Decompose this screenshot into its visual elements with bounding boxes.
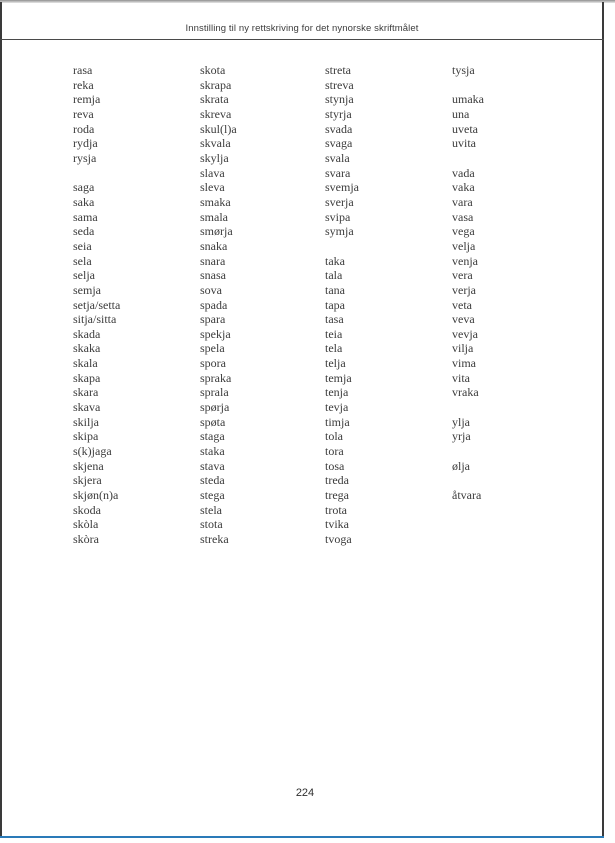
word-cell: skòla bbox=[73, 517, 99, 532]
word-cell: tapa bbox=[325, 297, 345, 312]
word-cell: skul(l)a bbox=[200, 121, 237, 136]
word-cell: skala bbox=[73, 356, 98, 371]
word-cell: skapa bbox=[73, 370, 101, 385]
word-cell bbox=[73, 166, 200, 181]
word-cell: steda bbox=[200, 473, 225, 488]
word-cell: tevja bbox=[325, 400, 349, 415]
word-cell: rysja bbox=[73, 150, 97, 165]
word-cell: svipa bbox=[325, 209, 351, 224]
word-cell: trota bbox=[325, 502, 347, 517]
word-cell: skjena bbox=[73, 458, 104, 473]
word-cell: veva bbox=[452, 312, 475, 327]
word-cell: s(k)jaga bbox=[73, 444, 112, 459]
word-cell: sela bbox=[73, 253, 92, 268]
word-cell: velja bbox=[452, 238, 476, 253]
word-cell: vega bbox=[452, 224, 475, 239]
page-number: 224 bbox=[295, 787, 315, 799]
word-cell: skava bbox=[73, 400, 101, 415]
window-top-edge bbox=[0, 0, 615, 3]
word-cell: teia bbox=[325, 326, 343, 341]
word-cell: setja/setta bbox=[73, 297, 121, 312]
word-cell: skreva bbox=[200, 106, 232, 121]
word-cell bbox=[452, 78, 604, 93]
word-cell: sleva bbox=[200, 180, 225, 195]
word-cell bbox=[452, 517, 604, 532]
word-cell bbox=[452, 473, 604, 488]
word-cell: vima bbox=[452, 356, 476, 371]
word-cell: snasa bbox=[200, 268, 226, 283]
word-cell: yrja bbox=[452, 429, 471, 444]
word-cell: vada bbox=[452, 165, 475, 180]
word-cell: tosa bbox=[325, 458, 345, 473]
word-cell bbox=[452, 444, 604, 459]
word-cell: skrata bbox=[200, 92, 229, 107]
word-cell: verja bbox=[452, 282, 476, 297]
word-cell: ylja bbox=[452, 414, 470, 429]
word-cell: spara bbox=[200, 312, 226, 327]
word-cell bbox=[452, 532, 604, 547]
word-cell: skota bbox=[200, 63, 226, 77]
word-cell: selja bbox=[73, 268, 95, 283]
word-cell: skrapa bbox=[200, 77, 232, 92]
word-cell: skjøn(n)a bbox=[73, 488, 119, 503]
word-cell: ølja bbox=[452, 458, 470, 473]
word-cell: una bbox=[452, 106, 470, 121]
header-divider-rule bbox=[0, 39, 604, 40]
word-cell: sama bbox=[73, 209, 98, 224]
word-cell: sitja/sitta bbox=[73, 312, 117, 327]
word-cell bbox=[325, 239, 452, 254]
word-cell: sova bbox=[200, 282, 222, 297]
word-cell: symja bbox=[325, 224, 354, 239]
word-cell: tora bbox=[325, 444, 344, 459]
word-cell: vilja bbox=[452, 341, 474, 356]
word-cell: skada bbox=[73, 326, 101, 341]
word-cell: stota bbox=[200, 517, 223, 532]
word-cell: spørja bbox=[200, 400, 230, 415]
word-cell: stava bbox=[200, 458, 225, 473]
word-grid bbox=[73, 63, 604, 547]
word-cell: svaga bbox=[325, 136, 353, 151]
word-cell: skilja bbox=[73, 414, 99, 429]
word-cell: uvita bbox=[452, 136, 476, 151]
word-cell: semja bbox=[73, 282, 101, 297]
word-cell: vita bbox=[452, 370, 470, 385]
word-cell: reka bbox=[73, 77, 94, 92]
word-cell: skara bbox=[73, 385, 99, 400]
word-cell: tvoga bbox=[325, 532, 352, 546]
word-cell: timja bbox=[325, 414, 350, 429]
word-cell: snara bbox=[200, 253, 226, 268]
word-cell: staka bbox=[200, 444, 225, 459]
word-cell: smaka bbox=[200, 194, 231, 209]
word-cell: remja bbox=[73, 92, 101, 107]
word-cell: snaka bbox=[200, 238, 228, 253]
word-cell: skvala bbox=[200, 136, 231, 151]
word-cell: rydja bbox=[73, 136, 98, 151]
word-cell: venja bbox=[452, 253, 478, 268]
word-cell: tysja bbox=[452, 63, 475, 77]
word-cell: sverja bbox=[325, 194, 354, 209]
word-cell: slava bbox=[200, 165, 225, 180]
word-cell: skipa bbox=[73, 429, 99, 444]
word-cell: smala bbox=[200, 209, 228, 224]
page-left-border bbox=[0, 2, 2, 836]
word-cell: spela bbox=[200, 341, 225, 356]
word-cell: tana bbox=[325, 282, 345, 297]
word-cell: veta bbox=[452, 297, 472, 312]
word-cell: uveta bbox=[452, 121, 478, 136]
word-cell: skjera bbox=[73, 473, 102, 488]
word-cell: tenja bbox=[325, 385, 349, 400]
word-cell: staga bbox=[200, 429, 225, 444]
word-cell: svara bbox=[325, 165, 351, 180]
word-cell: sprala bbox=[200, 385, 229, 400]
word-cell: spraka bbox=[200, 370, 232, 385]
word-cell: skylja bbox=[200, 150, 229, 165]
page-bottom-blue-line bbox=[0, 836, 604, 838]
word-cell: tala bbox=[325, 268, 343, 283]
word-cell: spekja bbox=[200, 326, 231, 341]
word-cell: taka bbox=[325, 253, 345, 268]
word-cell: saga bbox=[73, 180, 95, 195]
word-cell: styrja bbox=[325, 106, 352, 121]
word-cell: vera bbox=[452, 268, 473, 283]
word-cell: umaka bbox=[452, 92, 484, 107]
word-cell: vraka bbox=[452, 385, 479, 400]
word-cell: smørja bbox=[200, 224, 233, 239]
word-cell: tasa bbox=[325, 312, 344, 327]
word-cell: vasa bbox=[452, 209, 474, 224]
word-cell: streva bbox=[325, 77, 354, 92]
running-header-title: Innstilling til ny rettskriving for det nynorske skriftmålet bbox=[185, 23, 419, 34]
word-cell: skòra bbox=[73, 532, 99, 546]
word-cell bbox=[452, 151, 604, 166]
word-cell: spøta bbox=[200, 414, 226, 429]
word-cell: streta bbox=[325, 63, 351, 77]
word-cell: tvika bbox=[325, 517, 349, 532]
word-cell: åtvara bbox=[452, 488, 482, 503]
word-cell bbox=[452, 400, 604, 415]
word-cell: streka bbox=[200, 532, 229, 546]
word-cell bbox=[452, 503, 604, 518]
word-cell: vara bbox=[452, 194, 473, 209]
word-cell: temja bbox=[325, 370, 352, 385]
word-cell: svada bbox=[325, 121, 353, 136]
word-cell: skoda bbox=[73, 502, 101, 517]
word-cell: trega bbox=[325, 488, 349, 503]
word-cell: tela bbox=[325, 341, 343, 356]
word-cell: rasa bbox=[73, 63, 93, 77]
word-cell: spora bbox=[200, 356, 226, 371]
word-cell: stega bbox=[200, 488, 225, 503]
word-cell: seda bbox=[73, 224, 95, 239]
word-cell: saka bbox=[73, 194, 95, 209]
word-cell: stynja bbox=[325, 92, 354, 107]
word-cell: skaka bbox=[73, 341, 101, 356]
word-cell: tola bbox=[325, 429, 343, 444]
word-cell: roda bbox=[73, 121, 95, 136]
word-cell: reva bbox=[73, 106, 94, 121]
word-cell: spada bbox=[200, 297, 228, 312]
word-cell: vaka bbox=[452, 180, 475, 195]
word-cell: seia bbox=[73, 238, 92, 253]
word-cell: telja bbox=[325, 356, 346, 371]
word-cell: svala bbox=[325, 150, 350, 165]
word-cell: stela bbox=[200, 502, 222, 517]
word-cell: svemja bbox=[325, 180, 359, 195]
word-cell: treda bbox=[325, 473, 349, 488]
word-cell: vevja bbox=[452, 326, 478, 341]
